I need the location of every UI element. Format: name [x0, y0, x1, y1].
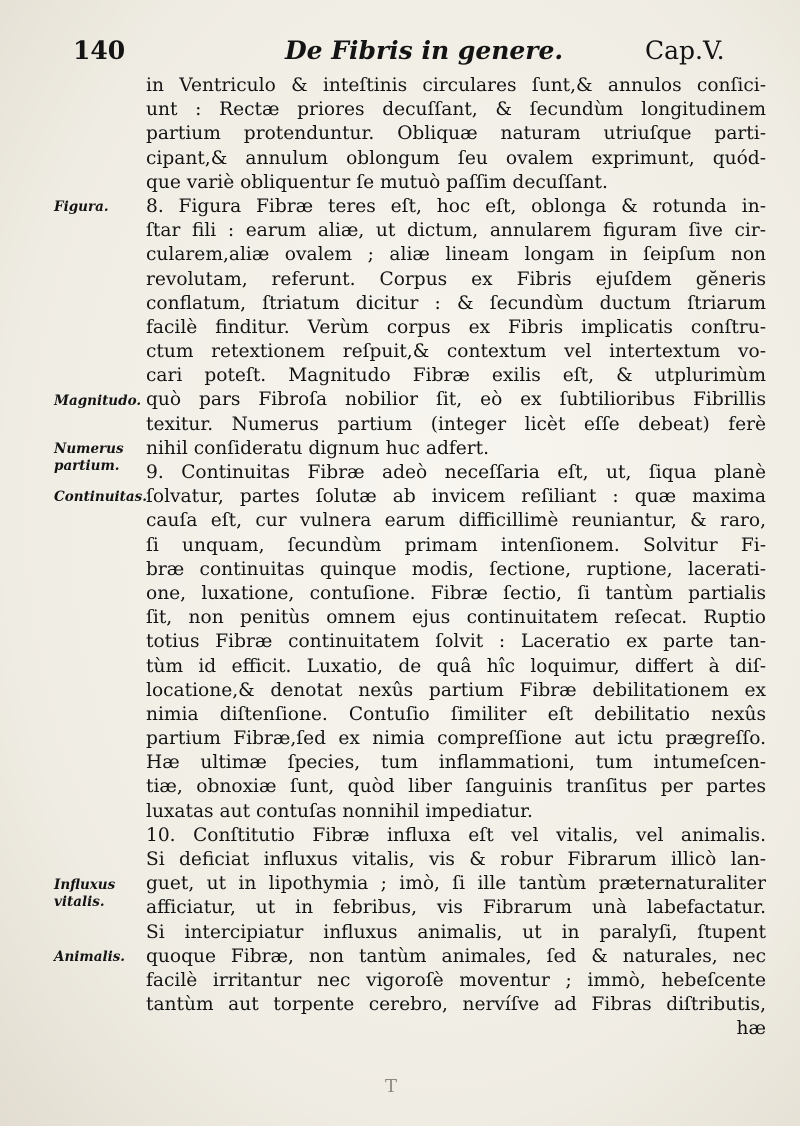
text-line: hæ — [736, 1018, 766, 1040]
margin-note: Numerus partium. — [54, 441, 124, 474]
text-line: bræ continuitas quinque modis, ſectione, ruptione, lacerati- — [146, 558, 766, 580]
text-line: 9. Continuitas Fibræ adeò neceſſaria eſt, ut, ſiqua planè — [146, 462, 766, 483]
signature-mark: T — [385, 1076, 398, 1097]
text-line: cauſa eſt, cur vulnera earum difficillimè reuniantur, & raro, — [146, 510, 766, 532]
text-line: facilè irritantur nec vigoroſè moventur ; immò, hebeſcente — [146, 969, 766, 991]
margin-note: Influxus vitalis. — [54, 876, 116, 910]
text-line: guet, ut in lipothymia ; imò, ſi ille tantùm præternaturaliter — [146, 873, 766, 895]
text-line: 10. Conſtitutio Fibræ influxa eſt vel vitalis, vel animalis. — [146, 824, 766, 846]
chapter-label: Cap.V. — [645, 36, 725, 65]
text-line: Si deficiat influxus vitalis, vis & robur Fibrarum illicò lan- — [146, 849, 766, 870]
text-line: que variè obliquentur ſe mutuò paſſim decuſſant. — [146, 171, 608, 193]
text-line: Hæ ultimæ ſpecies, tum inflammationi, tum intumeſcen- — [146, 752, 766, 774]
text-line: ſtar fili : earum aliæ, ut dictum, annularem figuram ſive cir- — [146, 220, 766, 242]
running-header — [55, 36, 795, 70]
margin-note: Magnitudo. — [54, 392, 142, 409]
text-line: totius Fibræ continuitatem ſolvit : Laceratio ex parte tan- — [146, 631, 766, 653]
text-line: quoque Fibræ, non tantùm animales, ſed & naturales, nec — [146, 945, 766, 967]
running-title: De Fibris in genere. — [285, 36, 564, 65]
page-number: 140 — [73, 36, 126, 65]
text-line: texitur. Numerus partium (integer licèt eſſe debeat) ferè — [146, 413, 766, 435]
text-line: one, luxatione, contuſione. Fibræ ſectio, ſi tantùm partialis — [146, 582, 766, 604]
text-line: facilè finditur. Verùm corpus ex Fibris implicatis conſtru- — [146, 316, 766, 338]
text-line: quò pars Fibroſa nobilior ſit, eò ex ſubtilioribus Fibrillis — [146, 389, 766, 411]
text-line: conflatum, ſtriatum dicitur : & ſecundùm ductum ſtriarum — [146, 292, 766, 314]
text-line: tantùm aut torpente cerebro, nervíſve ad Fibras diſtributis, — [146, 994, 766, 1016]
text-line: luxatas aut contuſas nonnihil impediatur. — [146, 800, 533, 822]
text-line: cipant,& annulum oblongum ſeu ovalem exprimunt, quód- — [146, 147, 766, 169]
text-line: locatione,& denotat nexûs partium Fibræ debilitationem ex — [146, 679, 766, 701]
text-line: unt : Rectæ priores decuſſant, & ſecundùm longitudinem — [146, 99, 766, 121]
text-line: tiæ, obnoxiæ ſunt, quòd liber ſanguinis tranſitus per partes — [146, 776, 766, 798]
text-line: in Ventriculo & inteſtinis circulares ſunt,& annulos conſici- — [146, 75, 766, 96]
body-text — [146, 74, 766, 1042]
margin-note: Continuitas. — [54, 489, 147, 506]
text-line: cari poteſt. Magnitudo Fibræ exilis eſt, & utplurimùm — [146, 365, 766, 387]
text-line: ſit, non penitùs omnem ejus continuitatem reſecat. Ruptio — [146, 607, 766, 629]
text-line: nimia diſtenſione. Contuſio ſimiliter eſt debilitatio nexûs — [146, 703, 766, 725]
text-line: afficiatur, ut in febribus, vis Fibrarum unà labefactatur. — [146, 897, 766, 919]
text-line: partium protenduntur. Obliquæ naturam utriuſque parti- — [146, 123, 766, 145]
text-line: tùm id efficit. Luxatio, de quâ hîc loquimur, differt à diſ- — [146, 655, 766, 677]
text-line: ſi unquam, ſecundùm primam intenſionem. Solvitur Fi- — [146, 534, 766, 556]
text-line: nihil conſideratu dignum huc adfert. — [146, 437, 490, 459]
text-line: partium Fibræ,ſed ex nimia compreſſione aut ictu prægreſſo. — [146, 728, 766, 750]
text-line: ſolvatur, partes ſolutæ ab invicem reſiliant : quæ maxima — [146, 486, 766, 508]
margin-note: Figura. — [54, 199, 109, 215]
text-line: 8. Figura Fibræ teres eſt, hoc eſt, oblonga & rotunda in- — [146, 195, 766, 217]
text-line: Si intercipiatur influxus animalis, ut in paralyſi, ſtupent — [146, 921, 766, 943]
text-line: ctum retextionem reſpuit,& contextum vel intertextum vo- — [146, 341, 766, 363]
text-line: revolutam, referunt. Corpus ex Fibris ejuſdem gĕneris — [146, 268, 766, 290]
margin-note: Animalis. — [54, 949, 126, 966]
text-line: cularem,aliæ ovalem ; aliæ lineam longam in ſeipſum non — [146, 244, 766, 266]
